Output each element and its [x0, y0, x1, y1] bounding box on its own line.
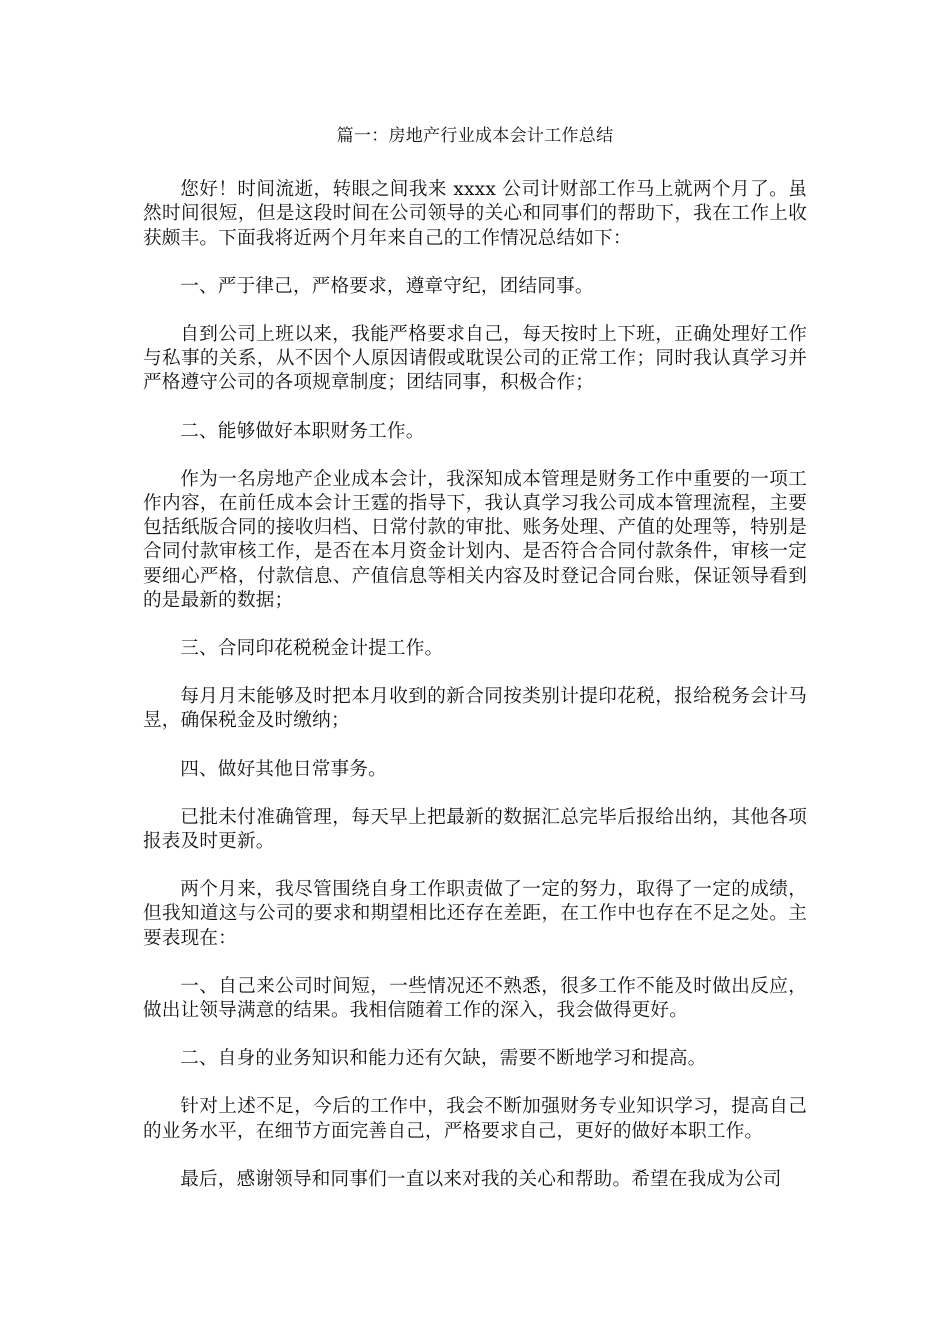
section-heading-4: 四、做好其他日常事务。 — [180, 758, 387, 780]
document-title: 篇一：房地产行业成本会计工作总结 — [336, 126, 614, 146]
section-heading-1: 一、严于律己，严格要求，遵章守纪，团结同事。 — [180, 275, 594, 297]
paragraph-daily-affairs: 已批未付准确管理，每天早上把最新的数据汇总完毕后报给出纳，其他各项报表及时更新。 — [143, 806, 807, 853]
paragraph-discipline: 自到公司上班以来，我能严格要求自己，每天按时上下班，正确处理好工作与私事的关系，从不因个人原因请假或耽误公司的正常工作；同时我认真学习并严格遵守公司的各项规章制度；团结同事，积极合作； — [143, 324, 807, 394]
paragraph-closing: 最后，感谢领导和同事们一直以来对我的关心和帮助。希望在我成为公司 — [180, 1168, 782, 1190]
section-heading-2: 二、能够做好本职财务工作。 — [180, 420, 425, 442]
paragraph-shortcoming-1: 一、自己来公司时间短，一些情况还不熟悉，很多工作不能及时做出反应，做出让领导满意的结果。我相信随着工作的深入，我会做得更好。 — [143, 975, 807, 1022]
paragraph-intro: 您好！时间流逝，转眼之间我来 xxxx 公司计财部工作马上就两个月了。虽然时间很短，但是这段时间在公司领导的关心和同事们的帮助下，我在工作上收获颇丰。下面我将近两个月年来自己的工作情况总结如下： — [143, 179, 807, 249]
paragraph-improvement: 针对上述不足，今后的工作中，我会不断加强财务专业知识学习，提高自己的业务水平，在细节方面完善自己，严格要求自己，更好的做好本职工作。 — [143, 1096, 807, 1142]
paragraph-cost-accounting: 作为一名房地产企业成本会计，我深知成本管理是财务工作中重要的一项工作内容，在前任成本会计王霆的指导下，我认真学习我公司成本管理流程，主要包括纸版合同的接收归档、日常付款的审批、账务处理、产值的处理等，特别是合同付款审核工作，是否在本月资金计划内、是否符合合同付款条件，审核一定要细心严格，付款信息、产值信息等相关内容及时登记合同台账，保证领导看到的是最新的数据； — [143, 468, 807, 611]
paragraph-stamp-tax: 每月月末能够及时把本月收到的新合同按类别计提印花税，报给税务会计马昱，确保税金及时缴纳； — [143, 686, 807, 732]
document-page — [143, 124, 807, 1216]
paragraph-summary: 两个月来，我尽管围绕自身工作职责做了一定的努力，取得了一定的成绩，但我知道这与公司的要求和期望相比还存在差距，在工作中也存在不足之处。主要表现在： — [143, 879, 807, 949]
paragraph-shortcoming-2: 二、自身的业务知识和能力还有欠缺，需要不断地学习和提高。 — [180, 1048, 707, 1070]
section-heading-3: 三、合同印花税税金计提工作。 — [180, 638, 444, 660]
